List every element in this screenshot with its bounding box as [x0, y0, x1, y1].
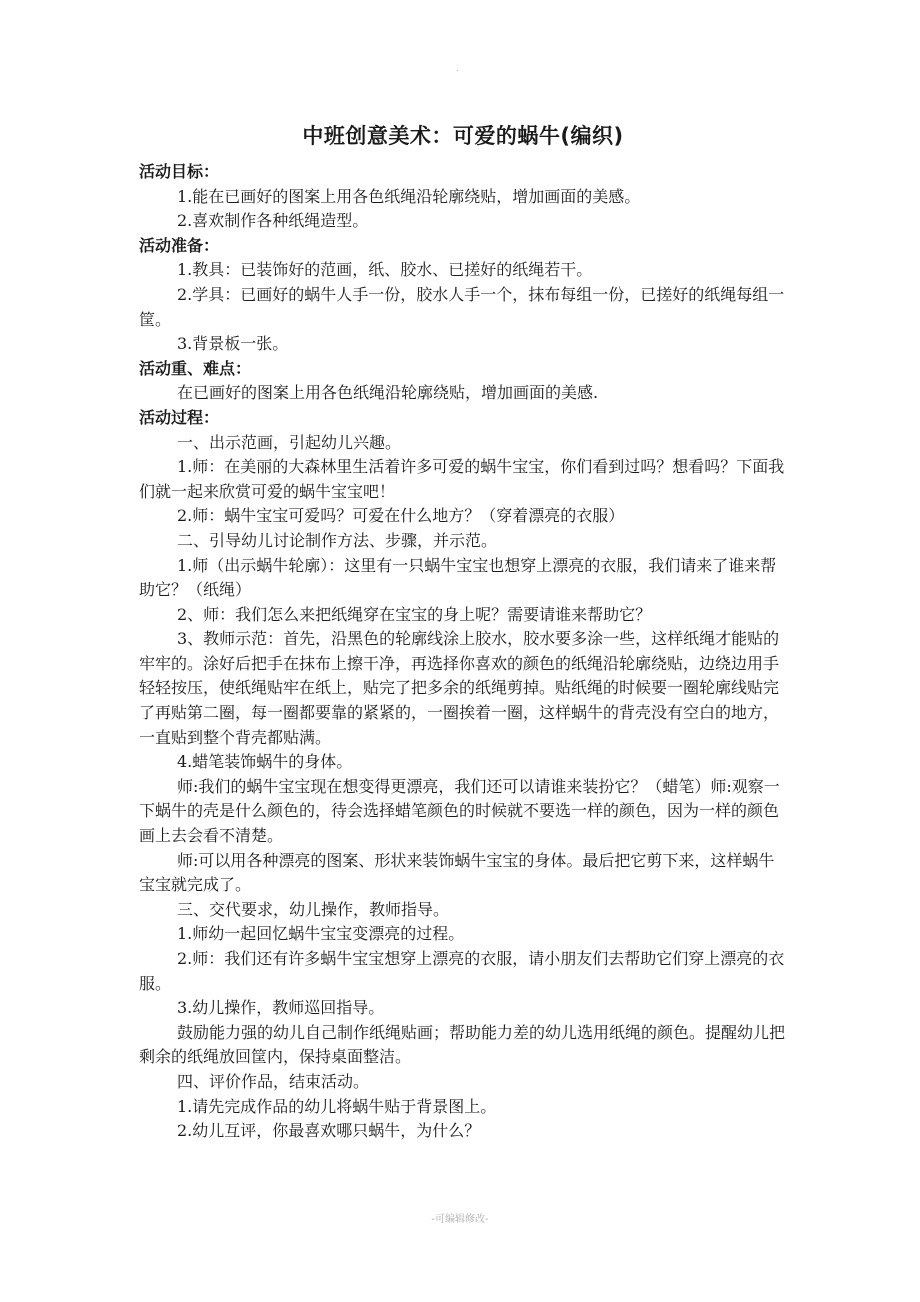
paragraph: 1.师（出示蜗牛轮廓）：这里有一只蜗牛宝宝也想穿上漂亮的衣服，我们请来了谁来帮助它？（纸绳） — [139, 555, 777, 600]
document-title: 中班创意美术：可爱的蜗牛(编织) — [302, 124, 624, 148]
page-footer: -可编辑修改- — [431, 1214, 489, 1225]
section-heading: 活动目标： — [139, 162, 220, 181]
paragraph: 3.幼儿操作，教师巡回指导。 — [177, 998, 385, 1018]
paragraph: 1.师幼一起回忆蜗牛宝宝变漂亮的过程。 — [177, 924, 465, 944]
paragraph: 2.幼儿互评，你最喜欢哪只蜗牛，为什么？ — [177, 1121, 481, 1141]
paragraph: 三、交代要求，幼儿操作，教师指导。 — [177, 899, 450, 919]
paragraph: 1.师：在美丽的大森林里生活着许多可爱的蜗牛宝宝，你们看到过吗？想看吗？下面我们就一起来欣赏可爱的蜗牛宝宝吧！ — [139, 457, 785, 501]
paragraph: 1.教具：已装饰好的范画，纸、胶水、已搓好的纸绳若干。 — [177, 260, 593, 280]
paragraph: 四、评价作品，结束活动。 — [177, 1071, 370, 1091]
paragraph: 3.背景板一张。 — [177, 334, 289, 354]
section-process — [139, 406, 787, 1144]
section-goals — [139, 160, 787, 234]
paragraph: 2.学具：已画好的蜗牛人手一份，胶水人手一个，抹布每组一份，已搓好的纸绳每组一筐。 — [139, 284, 785, 329]
document-body — [139, 118, 787, 1144]
paragraph: 在已画好的图案上用各色纸绳沿轮廓绕贴，增加画面的美感. — [177, 383, 599, 403]
section-heading: 活动过程： — [139, 407, 220, 427]
section-preparation — [139, 234, 787, 357]
paragraph: 4.蜡笔装饰蜗牛的身体。 — [177, 752, 353, 772]
paragraph: 师:可以用各种漂亮的图案、形状来装饰蜗牛宝宝的身体。最后把它剪下来，这样蜗牛宝宝就完成了。 — [139, 850, 775, 895]
paragraph: 师:我们的蜗牛宝宝现在想变得更漂亮，我们还可以请谁来装扮它？（蜡笔）师:观察一下蜗牛的壳是什么颜色的，待会选择蜡笔颜色的时候就不要选一样的颜色，因为一样的颜色画上去会看不清楚。 — [139, 776, 780, 846]
section-heading: 活动准备： — [139, 235, 220, 255]
paragraph: 1.能在已画好的图案上用各色纸绳沿轮廓绕贴，增加画面的美感。 — [177, 186, 641, 206]
section-heading: 活动重、难点： — [139, 358, 252, 378]
paragraph: 2、师：我们怎么来把纸绳穿在宝宝的身上呢？需要请谁来帮助它？ — [177, 604, 652, 624]
paragraph: 鼓励能力强的幼儿自己制作纸绳贴画；帮助能力差的幼儿选用纸绳的颜色。提醒幼儿把剩余的纸绳放回筐内，保持桌面整洁。 — [139, 1022, 786, 1067]
paragraph: 二、引导幼儿讨论制作方法、步骤，并示范。 — [177, 530, 498, 550]
paragraph: 3、教师示范：首先，沿黑色的轮廓线涂上胶水，胶水要多涂一些，这样纸绳才能贴的牢牢的。涂好后把手在抹布上擦干净，再选择你喜欢的颜色的纸绳沿轮廓绕贴，边绕边用手轻轻按压，使纸绳贴牢在纸上，贴完了把多余的纸绳剪掉。贴纸绳的时候要一圈轮廓线贴完了再贴第二圈，每一圈都要靠的紧紧的，一圈挨着一圈，这样蜗牛的背壳没有空白的地方，一直贴到整个背壳都贴满。 — [139, 629, 780, 747]
header-mark: . — [456, 64, 459, 74]
paragraph: 1.请先完成作品的幼儿将蜗牛贴于背景图上。 — [177, 1096, 497, 1116]
paragraph: 2.师：蜗牛宝宝可爱吗？可爱在什么地方？（穿着漂亮的衣服） — [177, 506, 625, 526]
paragraph: 2.师：我们还有许多蜗牛宝宝想穿上漂亮的衣服，请小朋友们去帮助它们穿上漂亮的衣服。 — [139, 949, 785, 993]
paragraph: 一、出示范画，引起幼儿兴趣。 — [177, 432, 402, 452]
section-key-points — [139, 357, 787, 406]
paragraph: 2.喜欢制作各种纸绳造型。 — [177, 211, 369, 231]
